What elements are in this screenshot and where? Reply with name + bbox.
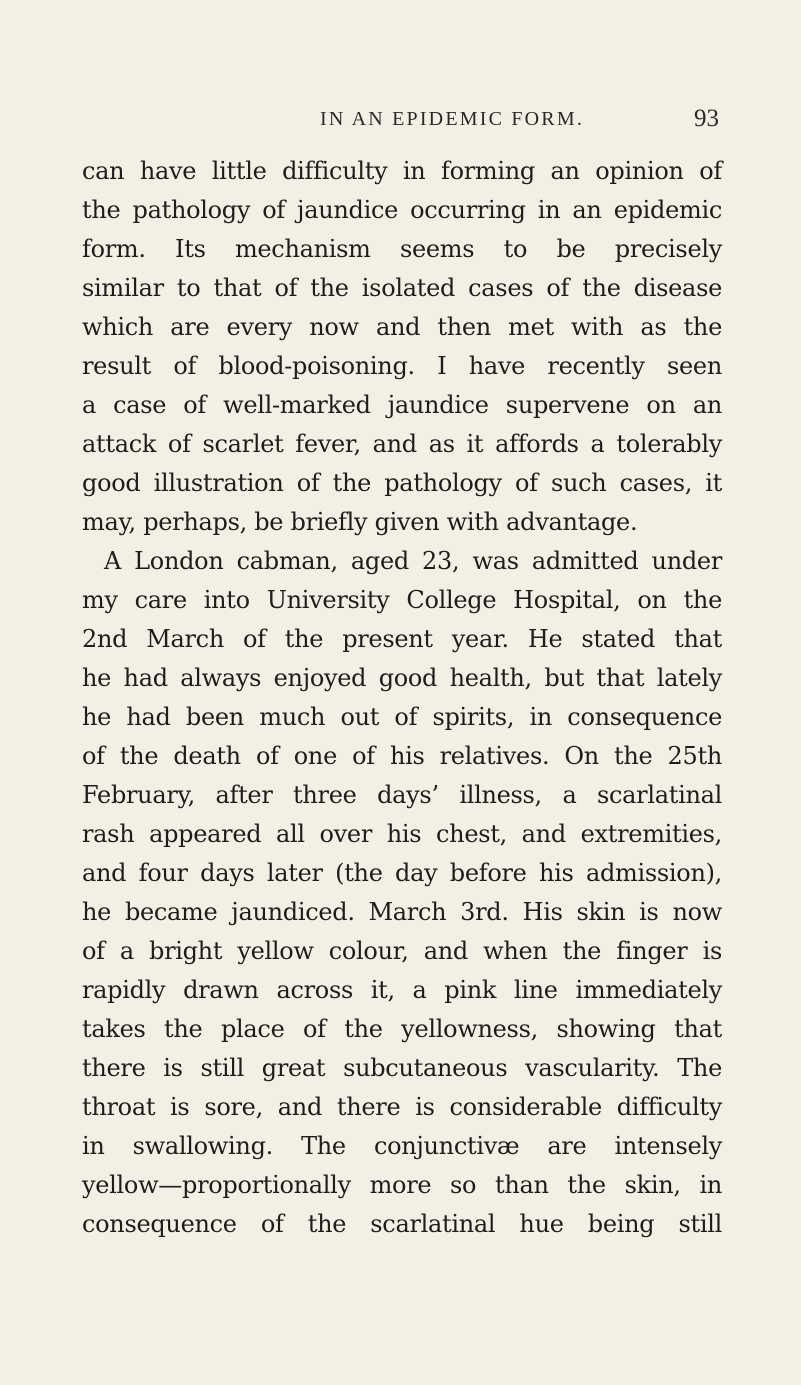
text-line: form. Its mechanism seems to be precisely	[82, 235, 722, 263]
text-line: of the death of one of his relatives. On the 25th	[82, 742, 722, 770]
text-line: and four days later (the day before his admission),	[82, 859, 722, 887]
text-line: of a bright yellow colour, and when the finger is	[82, 937, 722, 965]
text-line: in swallowing. The conjunctivæ are intensely	[82, 1132, 722, 1160]
text-line: yellow—proportionally more so than the skin, in	[82, 1171, 722, 1199]
text-line: 2nd March of the present year. He stated that	[82, 625, 722, 653]
page-number: 93	[694, 105, 719, 132]
text-line: a case of well-marked jaundice supervene on an	[82, 391, 722, 419]
text-line: throat is sore, and there is considerable difficulty	[82, 1093, 722, 1121]
text-line: my care into University College Hospital, on the	[82, 586, 722, 614]
text-line: good illustration of the pathology of such cases, it	[82, 469, 722, 497]
text-line: consequence of the scarlatinal hue being still	[82, 1210, 722, 1238]
running-head	[0, 105, 801, 138]
text-line: he had always enjoyed good health, but that lately	[82, 664, 722, 692]
text-line: he became jaundiced. March 3rd. His skin is now	[82, 898, 722, 926]
text-line: February, after three days’ illness, a scarlatinal	[82, 781, 722, 809]
text-line: which are every now and then met with as the	[82, 313, 722, 341]
text-line: rash appeared all over his chest, and extremities,	[82, 820, 722, 848]
text-line: can have little difficulty in forming an opinion of	[82, 157, 722, 185]
text-line: attack of scarlet fever, and as it affords a tolerably	[82, 430, 722, 458]
running-head-title: IN AN EPIDEMIC FORM.	[320, 108, 585, 130]
text-line: result of blood-poisoning. I have recently seen	[82, 352, 722, 380]
text-line: takes the place of the yellowness, showing that	[82, 1015, 722, 1043]
text-line: the pathology of jaundice occurring in an epidemic	[82, 196, 722, 224]
text-line: he had been much out of spirits, in consequence	[82, 703, 722, 731]
text-line: there is still great subcutaneous vascularity. The	[82, 1054, 722, 1082]
text-line: rapidly drawn across it, a pink line immediately	[82, 976, 722, 1004]
body-text	[82, 152, 722, 1244]
text-line: similar to that of the isolated cases of the disease	[82, 274, 722, 302]
text-line: may, perhaps, be briefly given with advantage.	[82, 508, 638, 536]
paragraph-start-line: A London cabman, aged 23, was admitted under	[104, 547, 722, 575]
